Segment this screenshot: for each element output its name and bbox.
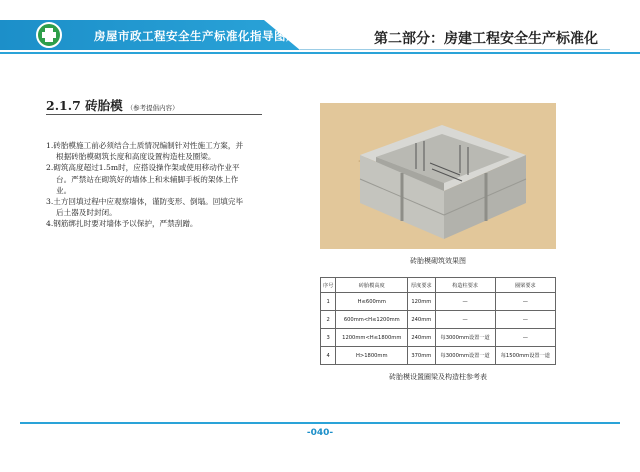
- note-item: 3.土方回填过程中应观察墙体，谨防变形、倒塌。回填完毕后土器及时封闭。: [46, 197, 244, 218]
- table-cell: 3: [321, 329, 336, 347]
- table-cell: 370mm: [408, 347, 435, 365]
- table-caption: 砖胎模设置圈梁及构造柱参考表: [389, 373, 487, 381]
- table-header-row: [321, 278, 556, 293]
- table-header-cell: 序号: [321, 278, 336, 293]
- safety-cross-logo-icon: [36, 22, 62, 48]
- table-cell: —: [495, 293, 555, 311]
- table-cell: 每3000mm设置一道: [435, 347, 495, 365]
- table-row: [321, 311, 556, 329]
- table-header-cell: 砖胎模高度: [336, 278, 408, 293]
- table-cell: 240mm: [408, 311, 435, 329]
- brick-formwork-render: [320, 103, 556, 249]
- note-item: 1.砖胎模施工前必须结合土质情况编制针对性施工方案，并根据砖胎模砌筑长度和高度设置构造柱及圈梁。: [46, 141, 244, 162]
- page-header: [0, 0, 640, 62]
- table-cell: 1200mm<H≤1800mm: [336, 329, 408, 347]
- table-cell: 2: [321, 311, 336, 329]
- note-item: 4.钢筋绑扎时要对墙体予以保护，严禁刮蹭。: [46, 219, 198, 229]
- table-cell: —: [435, 293, 495, 311]
- table-row: [321, 293, 556, 311]
- table-cell: 600mm<H≤1200mm: [336, 311, 408, 329]
- document-title: 房屋市政工程安全生产标准化指导图册: [94, 29, 298, 43]
- table-row: [321, 347, 556, 365]
- table-cell: H≤600mm: [336, 293, 408, 311]
- header-rule: [0, 52, 640, 54]
- section-heading: [46, 96, 179, 114]
- table-header-cell: 构造柱要求: [435, 278, 495, 293]
- footer-rule: [20, 422, 620, 424]
- table-cell: 1: [321, 293, 336, 311]
- part-title: 第二部分：房建工程安全生产标准化: [374, 31, 598, 47]
- table-cell: 240mm: [408, 329, 435, 347]
- section-rule: [46, 114, 262, 115]
- table-cell: 每1500mm设置一道: [495, 347, 555, 365]
- header-thin-rule: [300, 49, 610, 50]
- section-subtitle: （参考提倡内容）: [126, 104, 179, 112]
- table-cell: 4: [321, 347, 336, 365]
- table-cell: —: [495, 311, 555, 329]
- table-cell: 每3000mm设置一道: [435, 329, 495, 347]
- table-row: [321, 329, 556, 347]
- table-header-cell: 圈梁要求: [495, 278, 555, 293]
- note-item: 2.砌筑高度超过1.5m时，应搭设操作架或使用移动作业平台。严禁站在砌筑好的墙体上和未辅脚手板的架体上作业。: [46, 163, 240, 195]
- table-cell: 120mm: [408, 293, 435, 311]
- notes-list: [46, 140, 246, 230]
- page-number: -040-: [306, 428, 334, 438]
- logo-cross-horizontal: [42, 32, 56, 38]
- section-title: 2.1.7 砖胎模: [46, 98, 123, 113]
- brick-formwork-illustration: [320, 103, 556, 249]
- table-cell: —: [435, 311, 495, 329]
- reference-table: [320, 277, 556, 365]
- figure-caption: 砖胎模砌筑效果图: [410, 257, 466, 265]
- table-cell: —: [495, 329, 555, 347]
- table-header-cell: 厚度要求: [408, 278, 435, 293]
- table-cell: H>1800mm: [336, 347, 408, 365]
